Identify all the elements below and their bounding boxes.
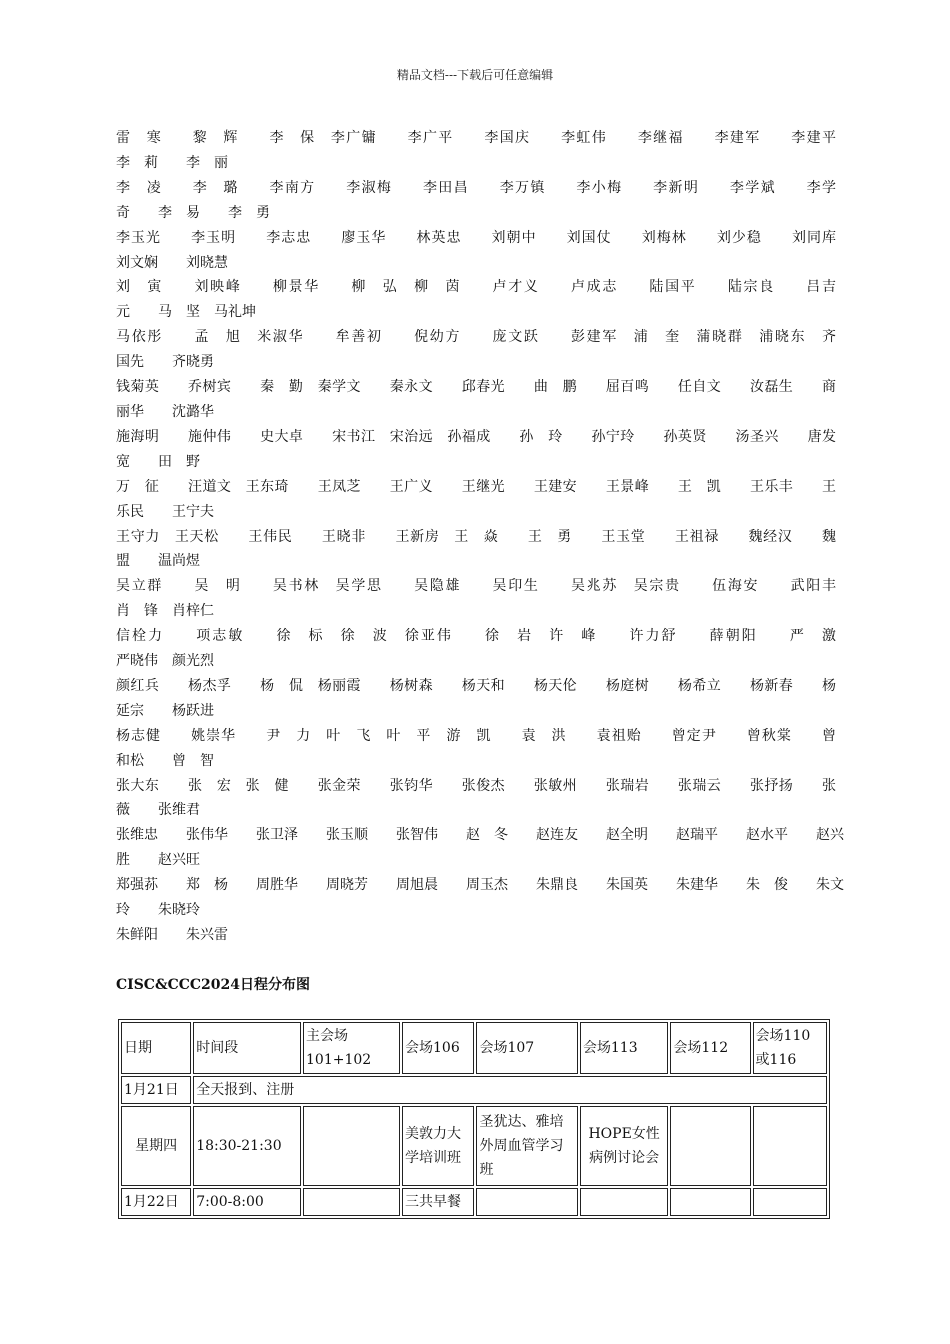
table-cell xyxy=(670,1106,750,1186)
name-line: 奇 李 易 李 勇 xyxy=(116,204,270,221)
table-cell xyxy=(670,1188,750,1216)
name-line: 朱鲜阳 朱兴雷 xyxy=(116,927,228,943)
table-cell xyxy=(303,1188,400,1216)
name-line: 宽 田 野 xyxy=(116,453,200,470)
table-row xyxy=(121,1076,827,1104)
table-cell xyxy=(580,1188,668,1216)
name-line: 吴立群 吴 明 吴书林 吴学思 吴隐雄 吴印生 吴兆苏 吴宗贵 伍海安 武阳丰 xyxy=(116,578,836,595)
name-line: 元 马 坚 马礼坤 xyxy=(116,304,256,321)
date-cell: 星期四 xyxy=(121,1106,191,1186)
name-line: 玲 朱晓玲 xyxy=(116,902,200,919)
name-line: 延宗 杨跃进 xyxy=(116,702,214,719)
time-cell: 7:00-8:00 xyxy=(193,1188,301,1216)
name-line: 王守力 王天松 王伟民 王晓非 王新房 王 焱 王 勇 王玉堂 王祖禄 魏经汉 魏 xyxy=(116,528,836,545)
name-line: 胜 赵兴旺 xyxy=(116,852,200,869)
name-line: 刘 寅 刘映峰 柳景华 柳 弘 柳 茵 卢才义 卢成志 陆国平 陆宗良 吕吉 xyxy=(116,279,836,296)
header-cell: 主会场101+102 xyxy=(303,1022,400,1074)
name-list xyxy=(116,126,844,948)
schedule-table xyxy=(118,1019,830,1219)
table-header-row xyxy=(121,1022,827,1074)
name-line: 杨志健 姚崇华 尹 力 叶 飞 叶 平 游 凯 袁 洪 袁祖贻 曾定尹 曾秋棠 曾 xyxy=(116,727,836,744)
table-row xyxy=(121,1106,827,1186)
name-line: 钱菊英 乔树宾 秦 勤 秦学文 秦永文 邱春光 曲 鹏 屈百鸣 任自文 汝磊生 商 xyxy=(116,379,836,396)
page-header: 精品文档---下载后可任意编辑 xyxy=(396,68,554,82)
date-cell: 1月22日 xyxy=(121,1188,191,1216)
header-cell: 会场112 xyxy=(670,1022,750,1074)
name-line: 李 莉 李 丽 xyxy=(116,154,228,171)
table-cell xyxy=(753,1106,827,1186)
table-row xyxy=(121,1188,827,1216)
name-line: 雷 寒 黎 辉 李 保 李广镛 李广平 李国庆 李虹伟 李继福 李建军 李建平 xyxy=(116,130,836,146)
name-line: 刘文娴 刘晓慧 xyxy=(116,254,228,271)
header-cell: 会场110或116 xyxy=(753,1022,827,1074)
table-cell: 圣犹达、雅培外周血管学习班 xyxy=(476,1106,577,1186)
header-cell: 会场106 xyxy=(402,1022,474,1074)
name-line: 严晓伟 颜光烈 xyxy=(116,653,214,670)
name-line: 丽华 沈潞华 xyxy=(116,403,214,420)
span-cell: 全天报到、注册 xyxy=(193,1076,827,1104)
header-cell: 会场113 xyxy=(580,1022,668,1074)
name-line: 肖 锋 肖梓仁 xyxy=(116,603,214,620)
name-line: 颜红兵 杨杰孚 杨 侃 杨丽霞 杨树森 杨天和 杨天伦 杨庭树 杨希立 杨新春 杨 xyxy=(116,677,836,694)
name-line: 薇 张维君 xyxy=(116,802,200,819)
table-cell: HOPE女性病例讨论会 xyxy=(580,1106,668,1186)
name-line: 和松 曾 智 xyxy=(116,752,214,769)
name-line: 万 征 汪道文 王东琦 王凤芝 王广义 王继光 王建安 王景峰 王 凯 王乐丰 王 xyxy=(116,478,836,495)
name-line: 张大东 张 宏 张 健 张金荣 张钧华 张俊杰 张敏州 张瑞岩 张瑞云 张抒扬 张 xyxy=(116,777,836,794)
name-line: 张维忠 张伟华 张卫泽 张玉顺 张智伟 赵 冬 赵连友 赵全明 赵瑞平 赵水平 赵兴 xyxy=(116,827,844,844)
name-line: 李玉光 李玉明 李志忠 廖玉华 林英忠 刘朝中 刘国仗 刘梅林 刘少稳 刘同库 xyxy=(116,229,836,246)
name-line: 李 凌 李 璐 李南方 李淑梅 李田昌 李万镇 李小梅 李新明 李学斌 李学 xyxy=(116,179,836,196)
table-cell xyxy=(476,1188,577,1216)
name-line: 施海明 施仲伟 史大卓 宋书江 宋治远 孙福成 孙 玲 孙宁玲 孙英贤 汤圣兴 唐发 xyxy=(116,428,836,445)
name-line: 盟 温尚煜 xyxy=(116,553,200,570)
time-cell: 18:30-21:30 xyxy=(193,1106,301,1186)
name-line: 郑强荪 郑 杨 周胜华 周晓芳 周旭晨 周玉杰 朱鼎良 朱国英 朱建华 朱 俊 朱文 xyxy=(116,877,844,894)
section-title: CISC&CCC2024日程分布图 xyxy=(116,977,310,993)
table-cell: 美敦力大学培训班 xyxy=(402,1106,474,1186)
header-cell: 日期 xyxy=(121,1022,191,1074)
date-cell: 1月21日 xyxy=(121,1076,191,1104)
table-cell xyxy=(303,1106,400,1186)
name-line: 国先 齐晓勇 xyxy=(116,354,214,371)
header-cell: 会场107 xyxy=(476,1022,577,1074)
name-line: 信栓力 项志敏 徐 标 徐 波 徐亚伟 徐 岩 许 峰 许力舒 薛朝阳 严 激 xyxy=(116,628,836,645)
name-line: 马依彤 孟 旭 米淑华 牟善初 倪幼方 庞文跃 彭建军 浦 奎 蒲晓群 浦晓东 齐 xyxy=(116,329,836,346)
name-line: 乐民 王宁夫 xyxy=(116,503,214,520)
header-cell: 时间段 xyxy=(193,1022,301,1074)
table-cell xyxy=(753,1188,827,1216)
table-cell: 三共早餐 xyxy=(402,1188,474,1216)
